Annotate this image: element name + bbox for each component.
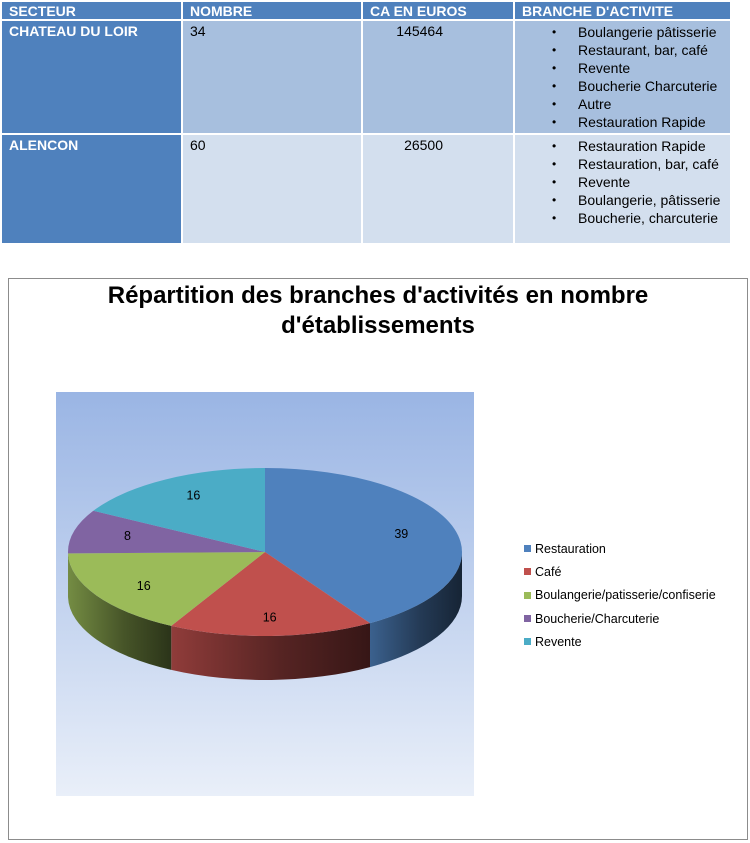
legend-swatch xyxy=(524,545,531,552)
legend-label: Boulangerie/patisserie/confiserie xyxy=(535,588,716,603)
cell-nombre: 34 xyxy=(182,20,362,134)
table-row xyxy=(2,20,731,134)
list-item: • Boulangerie, pâtisserie xyxy=(552,191,723,209)
table-row xyxy=(2,134,731,244)
cell-ca: 145464 xyxy=(362,20,514,134)
legend-item xyxy=(524,584,716,607)
data-table xyxy=(2,2,732,245)
legend-label: Revente xyxy=(535,634,582,649)
list-item: • Boulangerie pâtisserie xyxy=(552,23,723,41)
header-nombre: NOMBRE xyxy=(182,2,362,20)
legend-item xyxy=(524,560,716,583)
list-item: • Autre xyxy=(552,95,723,113)
chart-title: Répartition des branches d'activités en nombre d'établissements xyxy=(107,282,649,339)
table-header-row xyxy=(2,2,731,20)
list-item: • Boucherie, charcuterie xyxy=(552,209,723,227)
legend-item xyxy=(524,630,716,653)
legend-swatch xyxy=(524,592,531,599)
chart-legend xyxy=(524,537,716,653)
cell-branches xyxy=(514,134,731,244)
cell-nombre: 60 xyxy=(182,134,362,244)
legend-label: Restauration xyxy=(535,541,606,556)
legend-item xyxy=(524,607,716,630)
list-item: • Revente xyxy=(552,173,723,191)
data-label: 39 xyxy=(394,526,409,541)
list-item: • Restauration, bar, café xyxy=(552,155,723,173)
cell-secteur: ALENCON xyxy=(2,134,182,244)
legend-swatch xyxy=(524,638,531,645)
cell-ca: 26500 xyxy=(362,134,514,244)
data-label: 16 xyxy=(262,610,277,625)
data-label: 16 xyxy=(186,488,201,503)
legend-label: Café xyxy=(535,564,562,579)
pie-plot-area xyxy=(56,392,474,796)
legend-item xyxy=(524,537,716,560)
header-branche: BRANCHE D'ACTIVITE xyxy=(514,2,731,20)
header-ca: CA EN EUROS xyxy=(362,2,514,20)
list-item: • Boucherie Charcuterie xyxy=(552,77,723,95)
legend-swatch xyxy=(524,568,531,575)
cell-branches xyxy=(514,20,731,134)
list-item: • Restauration Rapide xyxy=(552,113,723,131)
data-label: 8 xyxy=(124,528,131,543)
header-secteur: SECTEUR xyxy=(2,2,182,20)
branch-list xyxy=(522,137,723,227)
pie-chart xyxy=(8,278,748,840)
cell-secteur: CHATEAU DU LOIR xyxy=(2,20,182,134)
legend-swatch xyxy=(524,615,531,622)
branch-list xyxy=(522,23,723,131)
legend-label: Boucherie/Charcuterie xyxy=(535,611,660,626)
list-item: • Revente xyxy=(552,59,723,77)
data-label: 16 xyxy=(136,579,151,594)
list-item: • Restaurant, bar, café xyxy=(552,41,723,59)
list-item: • Restauration Rapide xyxy=(552,137,723,155)
